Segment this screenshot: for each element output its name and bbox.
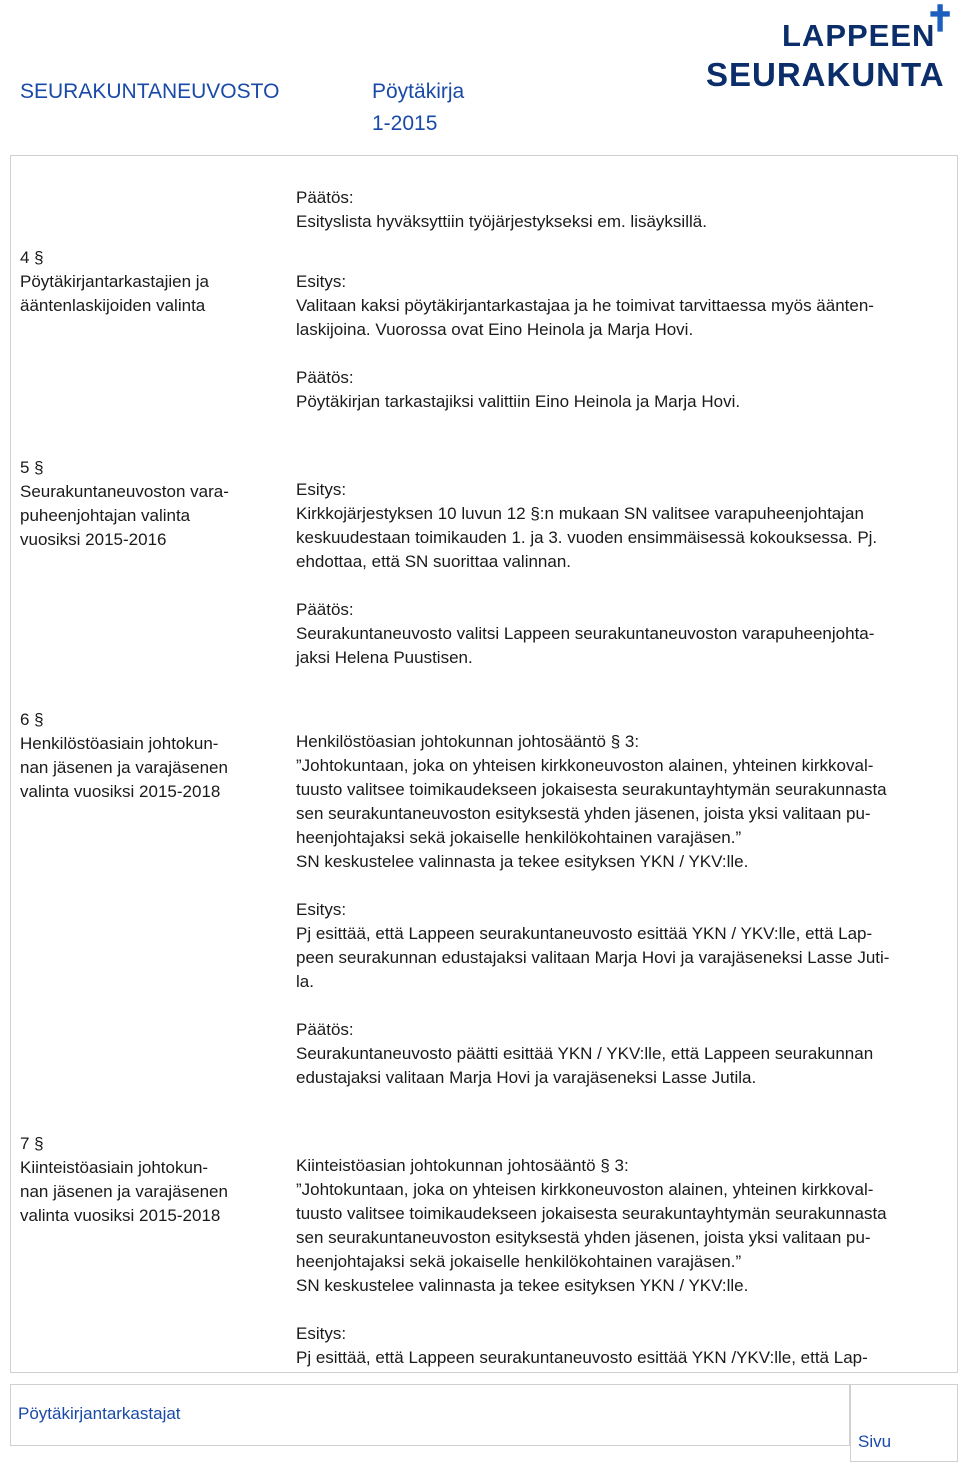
bylaw-text-line: heenjohtajaksi sekä jokaiselle henkilökohtainen varajäsen.” — [296, 828, 742, 847]
section-title-line: Kiinteistöasiain johtokun- — [20, 1158, 209, 1177]
bylaw-text-line: sen seurakuntaneuvoston esityksestä yhden jäsenen, joista yksi valitaan pu- — [296, 1228, 871, 1247]
section-4-heading — [20, 246, 280, 318]
bylaw-text-line: heenjohtajaksi sekä jokaiselle henkilökohtainen varajäsen.” — [296, 1252, 742, 1271]
section-title-line: ääntenlaskijoiden valinta — [20, 296, 206, 315]
section-title-line: vuosiksi 2015-2016 — [20, 530, 167, 549]
bylaw-text-line: SN keskustelee valinnasta ja tekee esityksen YKN / YKV:lle. — [296, 1276, 749, 1295]
bylaw-text-line: ”Johtokuntaan, joka on yhteisen kirkkoneuvoston alainen, yhteinen kirkkoval- — [296, 1180, 874, 1199]
lappeen-seurakunta-logo — [706, 0, 956, 96]
decision-label: Päätös: — [296, 600, 354, 619]
bylaw-text-line: Henkilöstöasian johtokunnan johtosääntö § 3: — [296, 732, 640, 751]
proposal-text-line: ehdottaa, että SN suorittaa valinnan. — [296, 552, 572, 571]
section-4-body — [296, 270, 946, 414]
page-header — [0, 0, 960, 150]
decision-text-line: Seurakuntaneuvosto valitsi Lappeen seurakuntaneuvoston varapuheenjohta- — [296, 624, 875, 643]
section-7-body — [296, 1154, 946, 1370]
bylaw-text-line: ”Johtokuntaan, joka on yhteisen kirkkoneuvoston alainen, yhteinen kirkkoval- — [296, 756, 874, 775]
section-title-line: Seurakuntaneuvoston vara- — [20, 482, 229, 501]
page-footer — [0, 1376, 960, 1463]
logo-line-2: SEURAKUNTA — [706, 56, 945, 93]
document-number: 1-2015 — [372, 112, 438, 135]
bylaw-text-line: sen seurakuntaneuvoston esityksestä yhden jäsenen, joista yksi valitaan pu- — [296, 804, 871, 823]
section-6-body — [296, 730, 946, 1090]
section-title-line: Henkilöstöasiain johtokun- — [20, 734, 219, 753]
section-number: 7 § — [20, 1134, 44, 1153]
bylaw-text-line: Kiinteistöasian johtokunnan johtosääntö § 3: — [296, 1156, 629, 1175]
proposal-text-line: laskijoina. Vuorossa ovat Eino Heinola ja Marja Hovi. — [296, 320, 694, 339]
footer-inspectors-label: Pöytäkirjantarkastajat — [18, 1404, 181, 1423]
decision-text-line: Pöytäkirjan tarkastajiksi valittiin Eino Heinola ja Marja Hovi. — [296, 392, 741, 411]
decision-label: Päätös: — [296, 188, 354, 207]
proposal-label: Esitys: — [296, 900, 347, 919]
proposal-text-line: Pj esittää, että Lappeen seurakuntaneuvosto esittää YKN /YKV:lle, että Lap- — [296, 1348, 868, 1367]
decision-text-line: jaksi Helena Puustisen. — [296, 648, 473, 667]
section-number: 4 § — [20, 248, 44, 267]
decision-text: Esityslista hyväksyttiin työjärjestykseksi em. lisäyksillä. — [296, 212, 707, 231]
proposal-label: Esitys: — [296, 480, 347, 499]
proposal-text-line: peen seurakunnan edustajaksi valitaan Marja Hovi ja varajäseneksi Lasse Juti- — [296, 948, 890, 967]
bylaw-text-line: tuusto valitsee toimikaudekseen jokaisesta seurakuntayhtymän seurakunnasta — [296, 780, 887, 799]
section-number: 5 § — [20, 458, 44, 477]
organization-title: SEURAKUNTANEUVOSTO — [20, 80, 280, 103]
document-type: Pöytäkirja — [372, 80, 465, 103]
footer-page-label: Sivu — [858, 1432, 892, 1451]
section-title-line: puheenjohtajan valinta — [20, 506, 191, 525]
proposal-label: Esitys: — [296, 1324, 347, 1343]
section-title-line: Pöytäkirjantarkastajien ja — [20, 272, 209, 291]
cross-icon: ✝ — [925, 0, 956, 39]
decision-text-line: Seurakuntaneuvosto päätti esittää YKN / YKV:lle, että Lappeen seurakunnan — [296, 1044, 874, 1063]
section-title-line: valinta vuosiksi 2015-2018 — [20, 782, 221, 801]
proposal-text-line: Valitaan kaksi pöytäkirjantarkastajaa ja he toimivat tarvittaessa myös äänten- — [296, 296, 874, 315]
section-5-body — [296, 478, 946, 670]
proposal-text-line: Kirkkojärjestyksen 10 luvun 12 §:n mukaan SN valitsee varapuheenjohtajan — [296, 504, 864, 523]
section-number: 6 § — [20, 710, 44, 729]
logo-line-1: LAPPEEN — [782, 18, 936, 53]
section-7-heading — [20, 1132, 280, 1228]
decision-label: Päätös: — [296, 1020, 354, 1039]
section-title-line: nan jäsenen ja varajäsenen — [20, 1182, 228, 1201]
decision-text-line: edustajaksi valitaan Marja Hovi ja varajäseneksi Lasse Jutila. — [296, 1068, 757, 1087]
proposal-label: Esitys: — [296, 272, 347, 291]
section-6-heading — [20, 708, 280, 804]
bylaw-text-line: tuusto valitsee toimikaudekseen jokaisesta seurakuntayhtymän seurakunnasta — [296, 1204, 887, 1223]
proposal-text-line: Pj esittää, että Lappeen seurakuntaneuvosto esittää YKN / YKV:lle, että Lap- — [296, 924, 873, 943]
section-title-line: valinta vuosiksi 2015-2018 — [20, 1206, 221, 1225]
proposal-text-line: keskuudestaan toimikauden 1. ja 3. vuoden ensimmäisessä kokouksessa. Pj. — [296, 528, 878, 547]
bylaw-text-line: SN keskustelee valinnasta ja tekee esityksen YKN / YKV:lle. — [296, 852, 749, 871]
decision-label: Päätös: — [296, 368, 354, 387]
proposal-text-line: la. — [296, 972, 314, 991]
section-5-heading — [20, 456, 280, 552]
section-continuation-body — [296, 186, 946, 234]
section-title-line: nan jäsenen ja varajäsenen — [20, 758, 228, 777]
